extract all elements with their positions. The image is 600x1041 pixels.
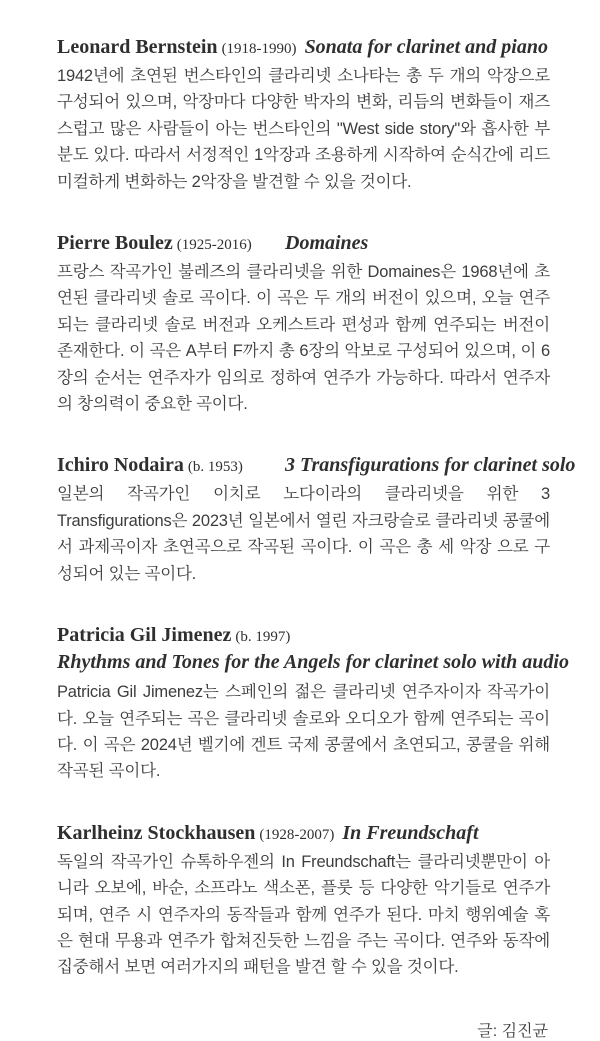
- section-stockhausen: [57, 822, 550, 981]
- composer-name: Pierre Boulez: [57, 232, 173, 255]
- program-text: Patricia Gil Jimenez는 스페인의 젊은 클라리넷 연주자이자 작곡가이다. 오늘 연주되는 곡은 클라리넷 솔로와 오디오가 함께 연주되는 곡이다. 이 곡은 2024년 벨기에 겐트 국제 콩쿨에서 초연되고, 콩쿨을 위해 작곡된 곡이다.: [57, 683, 550, 781]
- composer-name-group: [57, 232, 285, 255]
- composer-name: Patricia Gil Jimenez: [57, 624, 232, 647]
- work-title: 3 Transfigurations for clarinet solo: [285, 454, 576, 477]
- section-bernstein: [57, 36, 550, 195]
- composer-name-group: [57, 821, 335, 844]
- section-header: [57, 232, 550, 255]
- work-title: Domaines: [285, 232, 369, 255]
- work-title: In Freundschaft: [342, 821, 479, 844]
- composer-name-group: [57, 36, 297, 58]
- section-header: [57, 454, 576, 477]
- composer-dates: (b. 1953): [187, 459, 243, 476]
- work-title: Sonata for clarinet and piano: [304, 36, 548, 58]
- composer-name-group: [57, 624, 291, 647]
- composer-dates: (1928-2007): [259, 826, 335, 843]
- program-text: 1942년에 초연된 번스타인의 클라리넷 소나타는 총 두 개의 악장으로 구성되어 있으며, 악장마다 다양한 박자의 변화, 리듬의 변화들이 재즈스럽고 많은 사람들이 아는 번스타인의 "West side story"와 흡사한 부분도 있다. 따라서 서정적인 1악장과 조용하게 시작하여 순식간에 리드미컬하게 변화하는 2악장을 발견할 수 있을 것이다.: [57, 67, 550, 191]
- section-nodaira: [57, 454, 576, 587]
- composer-name: Ichiro Nodaira: [57, 454, 184, 477]
- program-text: 프랑스 작곡가인 불레즈의 클라리넷을 위한 Domaines은 1968년에 초연된 클라리넷 솔로 곡이다. 이 곡은 두 개의 버전이 있으며, 오늘 연주되는 클라리넷 솔로 버전과 오케스트라 편성과 함께 연주되는 버전이 존재한다. 이 곡은 A부터 F까지 총 6장의 악보로 구성되어 있으며, 이 6장의 순서는 연주자가 임의로 정하여 연주가 가능하다. 따라서 연주자의 창의력이 중요한 곡이다.: [57, 263, 550, 414]
- author-credit: 글: 김진균: [477, 1022, 548, 1040]
- composer-dates: (1925-2016): [176, 237, 252, 254]
- composer-name: Leonard Bernstein: [57, 36, 218, 58]
- composer-dates: (1918-1990): [221, 41, 297, 57]
- composer-dates: (b. 1997): [235, 629, 291, 646]
- composer-name: Karlheinz Stockhausen: [57, 821, 256, 844]
- section-header: [57, 36, 550, 59]
- composer-name-group: [57, 454, 285, 477]
- section-header: [57, 624, 569, 675]
- section-jimenez: [57, 624, 569, 785]
- section-header: [57, 822, 550, 845]
- program-text: 독일의 작곡가인 슈톡하우젠의 In Freundschaft는 클라리넷뿐만이 아니라 오보에, 바순, 소프라노 색소폰, 플룻 등 다양한 악기들로 연주가 되며, 연주 시 연주자의 동작들과 함께 연주가 된다. 마치 행위예술 혹은 현대 무용과 연주가 합쳐진듯한 느낌을 주는 곡이다. 연주와 동작에 집중해서 보면 여러가지의 패턴을 발견 할 수 있을 것이다.: [57, 852, 550, 977]
- section-boulez: [57, 232, 550, 417]
- work-title: Rhythms and Tones for the Angels for clarinet solo with audio: [57, 651, 569, 674]
- program-text: 일본의 작곡가인 이치로 노다이라의 클라리넷을 위한 3 Transfigurations은 2023년 일본에서 열린 자크랑슬로 클라리넷 콩쿨에서 과제곡이자 초연곡으로 작곡된 곡이다. 이 곡은 총 세 악장 으로 구성되어 있는 곡이다.: [57, 485, 550, 583]
